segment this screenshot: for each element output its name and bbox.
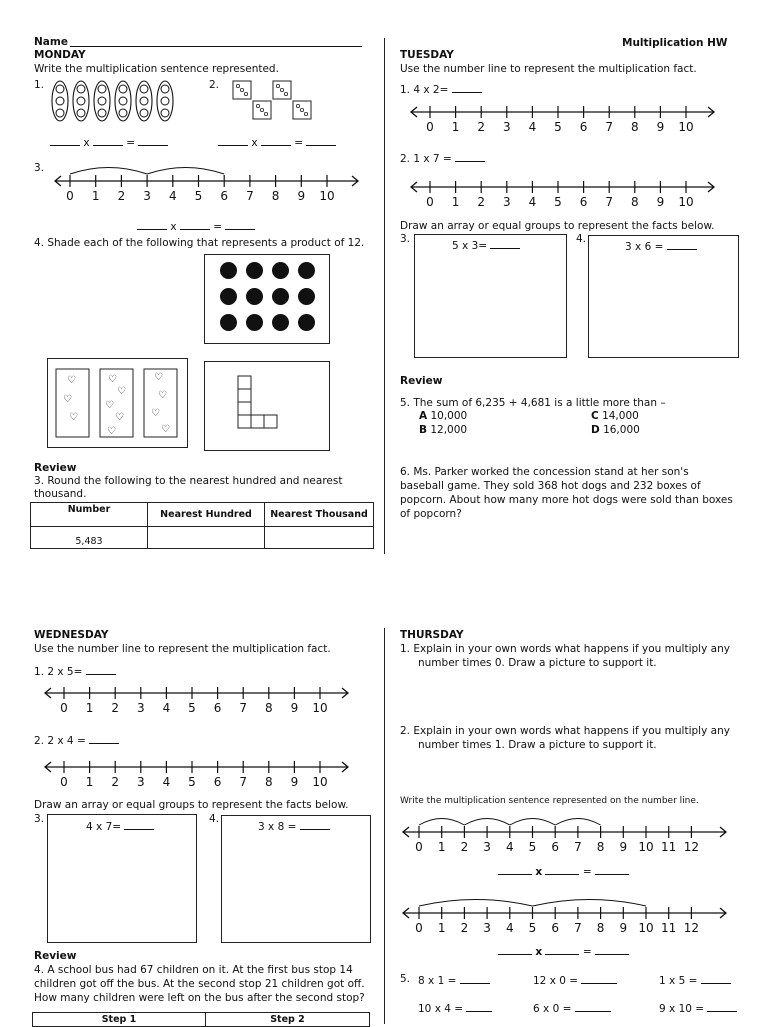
jump-arc [147,168,224,175]
counter-circle [56,109,64,117]
array-dot [246,262,263,279]
choice-c[interactable]: C 14,000 [591,410,639,422]
tuesday-q3-label: 5 x 3= [452,238,520,252]
wednesday-q2: 2. 2 x 4 = [34,733,119,747]
column-divider-bottom [384,628,385,1024]
name-line [70,46,362,47]
wednesday-array-instruction: Draw an array or equal groups to represent the facts below. [34,799,349,811]
jump-arc [533,900,647,907]
svg-text:♡: ♡ [151,408,160,419]
tick-label: 7 [605,195,614,209]
tuesday-q1: 1. 4 x 2= [400,82,482,96]
tick-label: 10 [678,195,694,209]
tuesday-q3-box[interactable] [414,234,567,358]
thursday-nl-instruction: Write the multiplication sentence represented on the number line. [400,796,699,806]
svg-text:♡: ♡ [63,394,72,405]
tick-label: 3 [483,921,491,935]
group-oval [52,81,68,121]
tuesday-q4-label: 3 x 6 = [625,239,697,253]
tick-label: 2 [460,921,469,935]
tick-label: 3 [136,701,145,715]
tuesday-q2: 2. 1 x 7 = [400,151,485,165]
counter-circle [98,85,106,93]
array-dot [220,262,237,279]
monday-q4: 4. Shade each of the following that represents a product of 12. [34,237,365,249]
counter-circle [98,109,106,117]
jump-arc [419,819,464,826]
tuesday-array-instruction: Draw an array or equal groups to represent the facts below. [400,220,715,232]
counter-circle [98,97,106,105]
choice-a[interactable]: A 10,000 [419,410,468,422]
wednesday-review-line2: children got off the bus. At the second stop 21 children got off. [34,978,365,990]
jump-arc [419,900,533,907]
dice-figure [230,78,320,124]
array-dot [298,314,315,331]
wednesday-q3-number: 3. [34,813,45,825]
tick-label: 5 [554,195,562,209]
tick-label: 8 [264,701,273,715]
tuesday-heading: TUESDAY [400,49,454,61]
array-dot [272,314,289,331]
tick-label: 7 [574,840,582,854]
thursday-q1-line1: 1. Explain in your own words what happens if you multiply any [400,643,730,655]
tick-label: 2 [477,195,486,209]
tick-label: 8 [271,189,280,203]
tick-label: 9 [290,775,299,789]
tick-label: 0 [60,775,68,789]
array-dot [220,314,237,331]
fact-5: 6 x 0 = [533,1001,611,1015]
svg-text:♡: ♡ [69,412,78,423]
rounding-table [30,502,374,549]
tick-label: 10 [678,120,694,134]
counter-circle [119,97,127,105]
tick-label: 2 [477,120,486,134]
step-2-header: Step 2 [206,1013,370,1027]
counter-circle [119,85,127,93]
tick-label: 4 [505,840,514,854]
tick-label: 2 [111,701,120,715]
fact-3: 1 x 5 = [659,973,731,987]
wednesday-q4-label: 3 x 8 = [258,819,330,833]
table-header-thousand: Nearest Thousand [265,503,374,527]
monday-q2-number: 2. [209,79,220,91]
svg-text:♡: ♡ [108,374,117,385]
counter-circle [77,85,85,93]
tick-label: 0 [426,195,434,209]
group-oval [136,81,152,121]
tick-label: 6 [579,120,588,134]
tick-label: 3 [502,195,511,209]
tick-label: 4 [168,189,177,203]
fact-6: 9 x 10 = [659,1001,737,1015]
jump-arc [70,168,147,175]
thursday-eq-2: x = [498,944,629,958]
counter-circle [161,85,169,93]
wednesday-number-line-1 [42,681,352,721]
counter-circle [140,97,148,105]
svg-text:♡: ♡ [67,375,76,386]
tick-label: 1 [437,840,446,854]
tick-label: 5 [528,840,537,854]
table-cell-thousand[interactable] [265,527,374,549]
step-1-header: Step 1 [33,1013,206,1027]
counter-circle [161,109,169,117]
tick-label: 0 [426,120,434,134]
tick-label: 5 [194,189,203,203]
monday-q2-equation: x = [218,135,336,149]
svg-text:♡: ♡ [115,412,124,423]
wednesday-review-line1: 4. A school bus had 67 children on it. At the first bus stop 14 [34,964,353,976]
tuesday-q5: 5. The sum of 6,235 + 4,681 is a little more than – [400,397,666,409]
svg-text:♡: ♡ [105,400,114,411]
monday-instruction: Write the multiplication sentence represented. [34,63,279,75]
tick-label: 7 [239,775,248,789]
thursday-number-line-1 [400,810,730,856]
monday-number-line [52,156,362,206]
thursday-number-line-2 [400,891,730,937]
thursday-heading: THURSDAY [400,629,464,641]
counter-circle [77,109,85,117]
tick-label: 8 [630,120,639,134]
monday-q3-number: 3. [34,162,45,174]
tick-label: 4 [162,701,171,715]
tuesday-q6-line4: of popcorn? [400,508,462,520]
hearts-cards-figure [55,368,180,440]
group-oval [115,81,131,121]
tick-label: 9 [297,189,306,203]
jump-arc [464,819,509,826]
array-dot [272,262,289,279]
tick-label: 3 [136,775,145,789]
tick-label: 6 [551,921,560,935]
column-divider-top [384,38,385,554]
tick-label: 8 [264,775,273,789]
tick-label: 4 [505,921,514,935]
monday-q1-equation: x = [50,135,168,149]
svg-text:♡: ♡ [117,386,126,397]
tick-label: 1 [437,921,446,935]
tick-label: 9 [656,195,665,209]
wednesday-number-line-2 [42,755,352,795]
wednesday-q4-box[interactable] [221,815,371,943]
tuesday-q6-line1: 6. Ms. Parker worked the concession stand at her son's [400,466,689,478]
svg-text:♡: ♡ [158,390,167,401]
tick-label: 12 [683,840,700,854]
wednesday-review-line3: How many children were left on the bus after the second stop? [34,992,365,1004]
thursday-q2-line2: number times 1. Draw a picture to support it. [418,739,657,751]
monday-review-question: 3. Round the following to the nearest hundred and nearest [34,475,343,487]
monday-heading: MONDAY [34,49,86,61]
tick-label: 10 [638,840,654,854]
tick-label: 10 [312,701,328,715]
svg-text:♡: ♡ [161,424,170,435]
fact-1: 8 x 1 = [418,973,490,987]
monday-q3-equation: x = [137,219,255,233]
tick-label: 9 [619,921,628,935]
tick-label: 2 [111,775,120,789]
array-dot [220,288,237,305]
array-dot [298,288,315,305]
tuesday-number-line-1 [408,98,718,138]
svg-text:♡: ♡ [154,372,163,383]
tick-label: 8 [596,921,605,935]
tick-label: 4 [162,775,171,789]
tick-label: 7 [246,189,254,203]
thursday-q2-line1: 2. Explain in your own words what happens if you multiply any [400,725,730,737]
jump-arc [510,819,555,826]
tick-label: 4 [528,195,537,209]
counter-circle [77,97,85,105]
table-header-number: Number [31,503,148,527]
steps-table [32,1012,370,1027]
tick-label: 3 [502,120,511,134]
monday-q1-number: 1. [34,79,45,91]
array-dot [298,262,315,279]
table-cell-hundred[interactable] [148,527,265,549]
wednesday-q4-number: 4. [209,813,220,825]
group-oval [94,81,110,121]
fact-4: 10 x 4 = [418,1001,492,1015]
choice-b[interactable]: B 12,000 [419,424,468,436]
thursday-q5-number: 5. [400,973,411,985]
tick-label: 5 [554,120,562,134]
tick-label: 9 [656,120,665,134]
jump-arc [555,819,600,826]
counter-circle [56,97,64,105]
tick-label: 5 [188,701,196,715]
monday-review-heading: Review [34,462,77,474]
tick-label: 5 [528,921,537,935]
wednesday-heading: WEDNESDAY [34,629,109,641]
counter-circle [140,109,148,117]
tick-label: 9 [290,701,299,715]
name-label: Name [34,36,68,48]
counter-circle [119,109,127,117]
page-title: Multiplication HW [622,37,728,49]
tick-label: 1 [91,189,100,203]
tick-label: 0 [66,189,74,203]
tuesday-q4-box[interactable] [588,235,739,358]
tick-label: 9 [619,840,628,854]
array-dot [246,288,263,305]
tick-label: 2 [460,840,469,854]
oval-groups-figure [50,80,180,130]
wednesday-instruction: Use the number line to represent the multiplication fact. [34,643,331,655]
thursday-q1-line2: number times 0. Draw a picture to support it. [418,657,657,669]
tick-label: 10 [319,189,335,203]
tick-label: 5 [188,775,196,789]
tick-label: 0 [60,701,68,715]
thursday-eq-1: x = [498,864,629,878]
tick-label: 7 [574,921,582,935]
tuesday-number-line-2 [408,173,718,213]
tick-label: 3 [483,840,491,854]
tick-label: 6 [213,775,222,789]
tick-label: 1 [85,701,94,715]
group-oval [73,81,89,121]
choice-d[interactable]: D 16,000 [591,424,640,436]
tick-label: 1 [451,120,460,134]
tick-label: 6 [213,701,222,715]
wednesday-q1: 1. 2 x 5= [34,664,116,678]
tuesday-review-heading: Review [400,375,443,387]
tick-label: 0 [415,840,423,854]
l-blocks-figure [236,374,286,434]
array-dot [272,288,289,305]
tick-label: 6 [551,840,560,854]
monday-review-question-2: thousand. [34,488,87,500]
tick-label: 12 [683,921,700,935]
tuesday-instruction: Use the number line to represent the multiplication fact. [400,63,697,75]
tick-label: 10 [638,921,654,935]
tick-label: 8 [630,195,639,209]
tick-label: 8 [596,840,605,854]
tick-label: 11 [661,840,677,854]
wednesday-q3-box[interactable] [47,814,197,943]
fact-2: 12 x 0 = [533,973,617,987]
wednesday-review-heading: Review [34,950,77,962]
tick-label: 7 [239,701,248,715]
wednesday-q3-label: 4 x 7= [86,819,154,833]
tick-label: 6 [220,189,229,203]
table-header-hundred: Nearest Hundred [148,503,265,527]
tuesday-q6-line3: popcorn. About how many more hot dogs were sold than boxes [400,494,733,506]
tick-label: 1 [451,195,460,209]
counter-circle [140,85,148,93]
tuesday-q4-number: 4. [576,233,587,245]
tick-label: 3 [143,189,151,203]
tick-label: 10 [312,775,328,789]
counter-circle [56,85,64,93]
tick-label: 7 [605,120,614,134]
tick-label: 1 [85,775,94,789]
tuesday-q3-number: 3. [400,233,411,245]
tick-label: 0 [415,921,423,935]
tick-label: 11 [661,921,677,935]
counter-circle [161,97,169,105]
tick-label: 6 [579,195,588,209]
table-cell-number: 5,483 [31,527,148,549]
tick-label: 4 [528,120,537,134]
svg-text:♡: ♡ [107,426,116,437]
tick-label: 2 [117,189,126,203]
group-oval [157,81,173,121]
array-dot [246,314,263,331]
tuesday-q6-line2: baseball game. They sold 368 hot dogs and 232 boxes of [400,480,701,492]
